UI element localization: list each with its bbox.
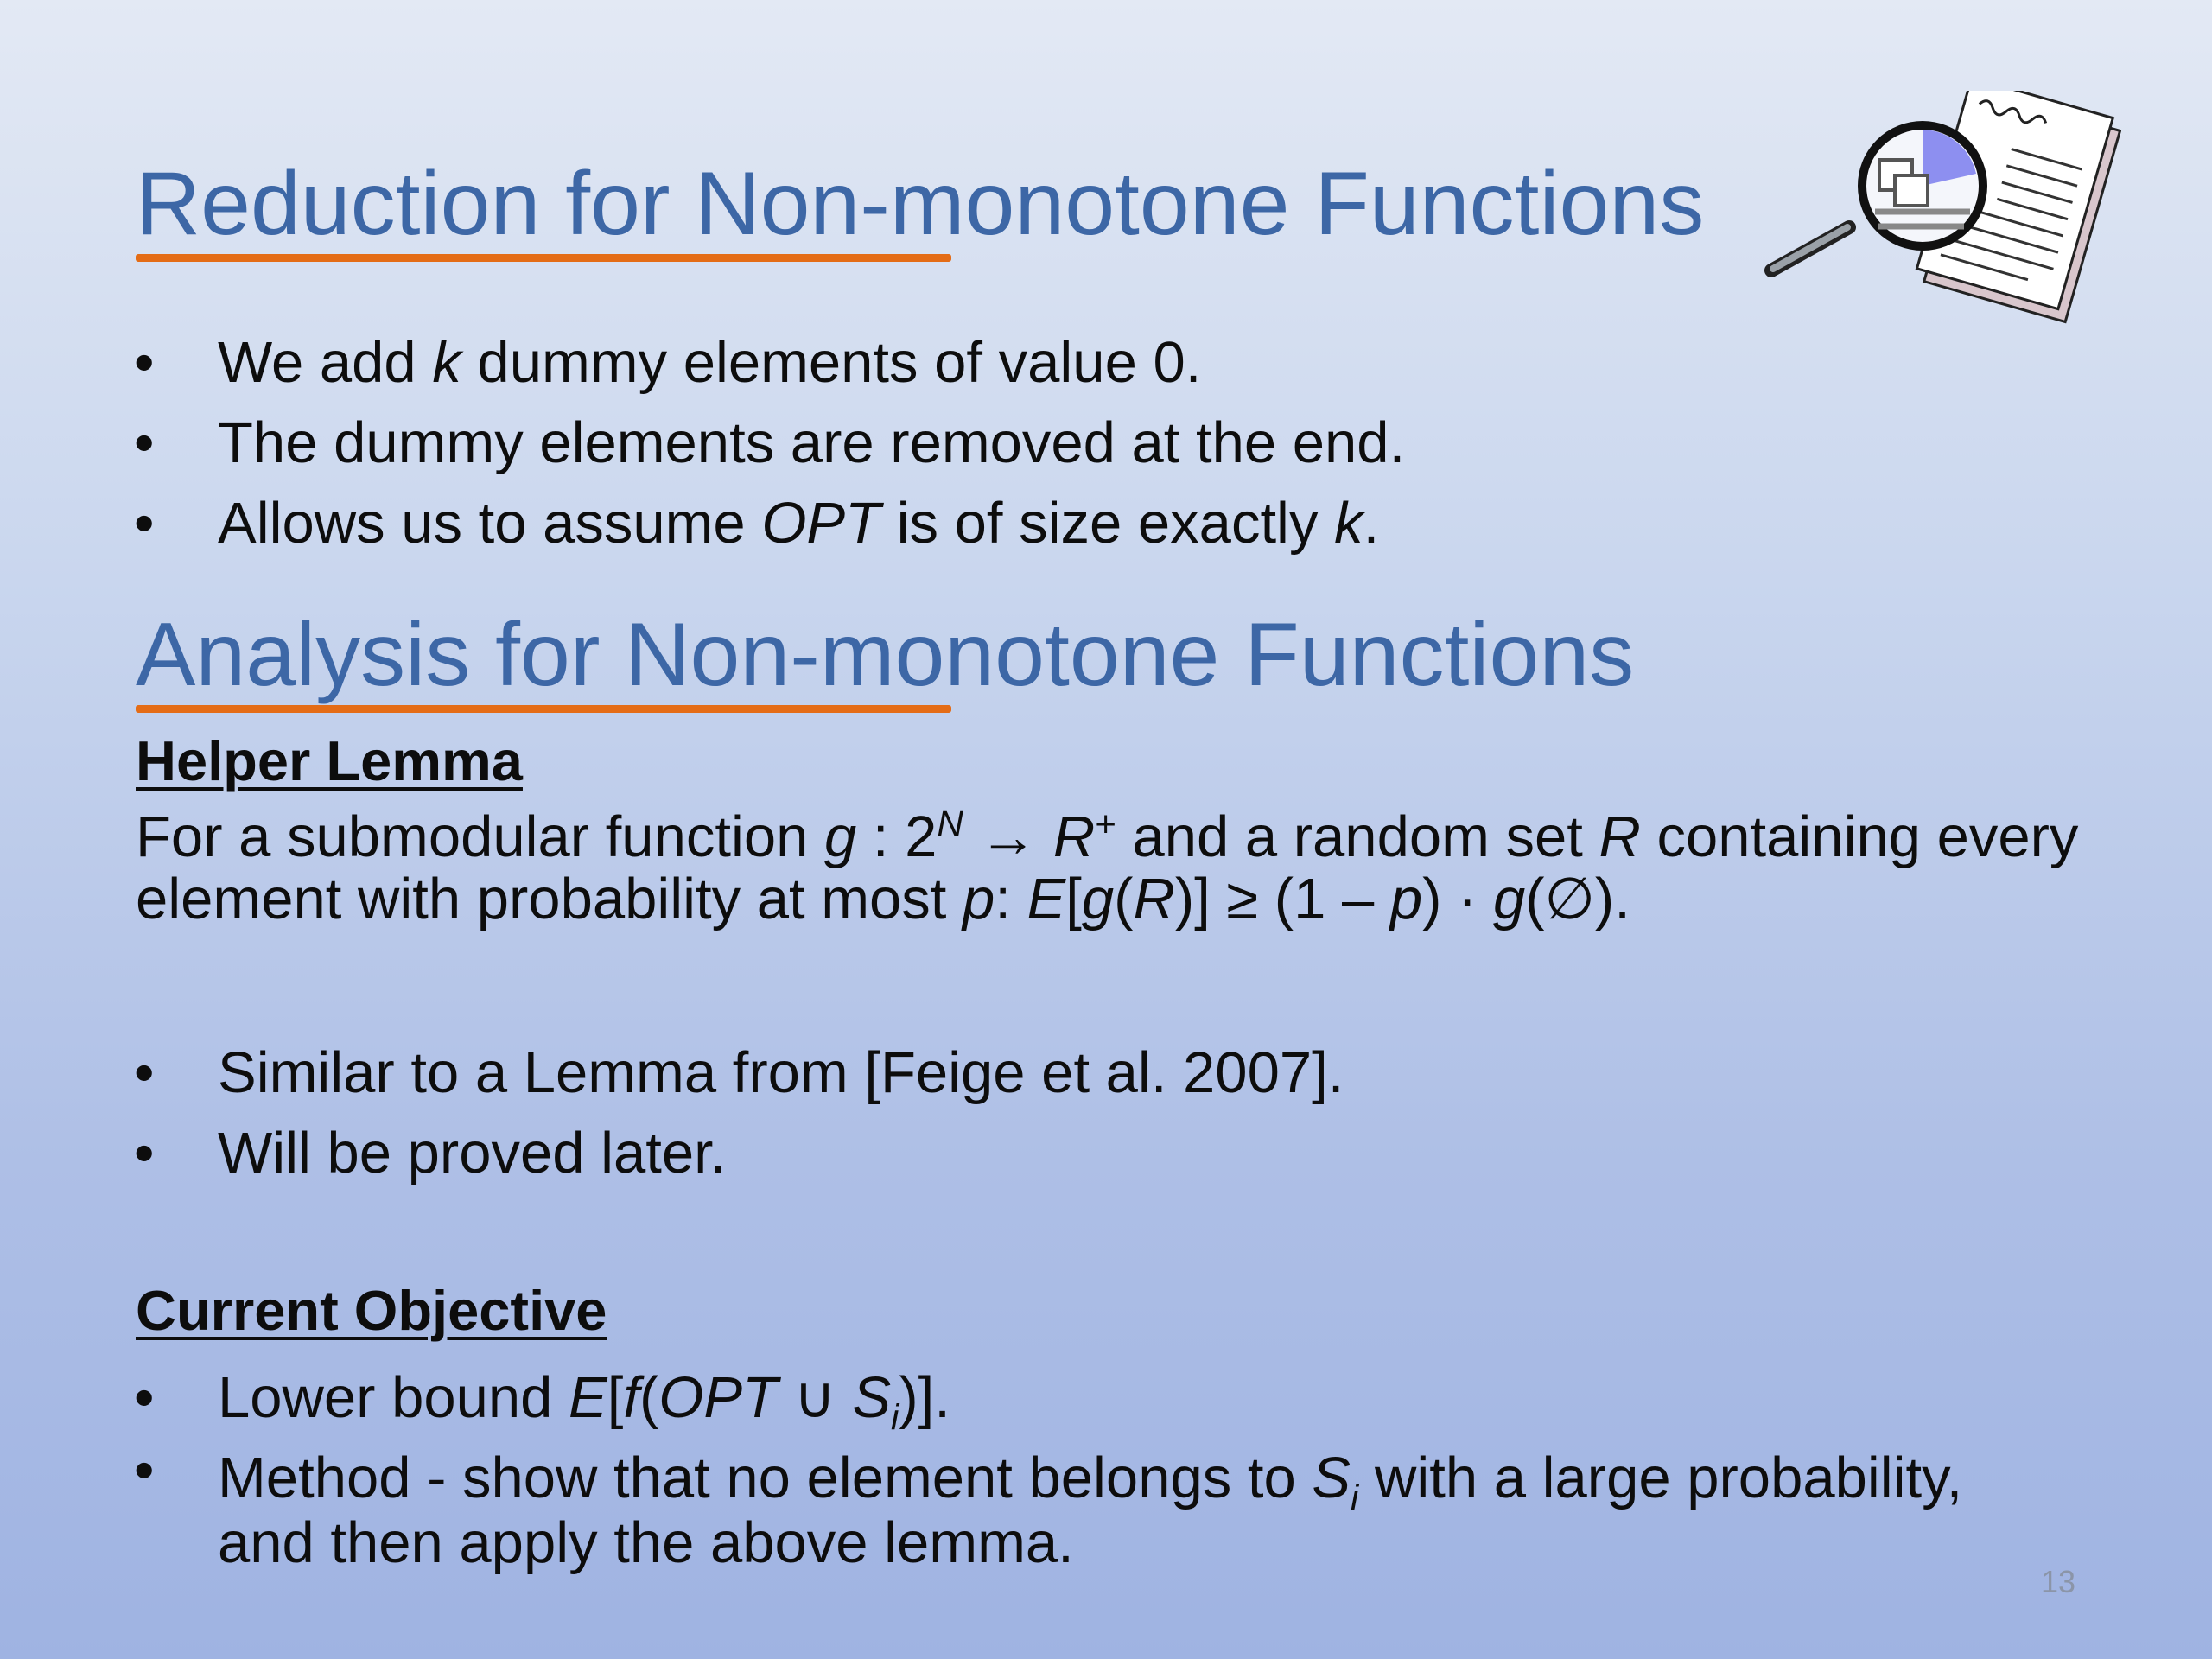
list-item: • Similar to a Lemma from [Feige et al. 2007].	[130, 1033, 1344, 1113]
helper-lemma-heading: Helper Lemma	[136, 729, 523, 792]
list-item: • Allows us to assume OPT is of size exactly k.	[130, 483, 1405, 563]
list-item: • We add k dummy elements of value 0.	[130, 322, 1405, 403]
magnifying-glass-document-icon	[1758, 91, 2121, 350]
reduction-bullet-list	[130, 322, 1405, 563]
objective-bullet-list	[130, 1357, 1989, 1575]
list-item: • Will be proved later.	[130, 1113, 1344, 1193]
list-item: • The dummy elements are removed at the end.	[130, 403, 1405, 483]
slide-title-analysis: Analysis for Non-monotone Functions	[136, 605, 1635, 705]
list-item: • Method - show that no element belongs to $S_i$ with a large probability, and then apply the above lemma.	[134, 1438, 1963, 1575]
bullet: •	[134, 330, 155, 395]
slide-title-reduction: Reduction for Non-monotone Functions	[136, 154, 1705, 254]
bullet: •	[134, 1438, 155, 1503]
bullet: •	[134, 1121, 155, 1185]
helper-lemma-text: For a submodular function g : $2^N \to R^+$ and a random set R containing every element with probability at most p: E[g(R)] ≥ (1 – p) · g(∅).	[136, 803, 2079, 931]
lemma-bullet-list	[130, 1033, 1344, 1193]
bullet: •	[134, 410, 155, 475]
current-objective-heading: Current Objective	[136, 1279, 607, 1342]
list-item: • Lower bound E[f(OPT ∪ $S_i$)].	[130, 1357, 1989, 1438]
bullet: •	[134, 1040, 155, 1105]
title-underline	[136, 254, 951, 262]
bullet: •	[134, 491, 155, 556]
page-number: 13	[2041, 1564, 2076, 1599]
title-underline	[136, 705, 951, 713]
bullet: •	[134, 1365, 155, 1430]
